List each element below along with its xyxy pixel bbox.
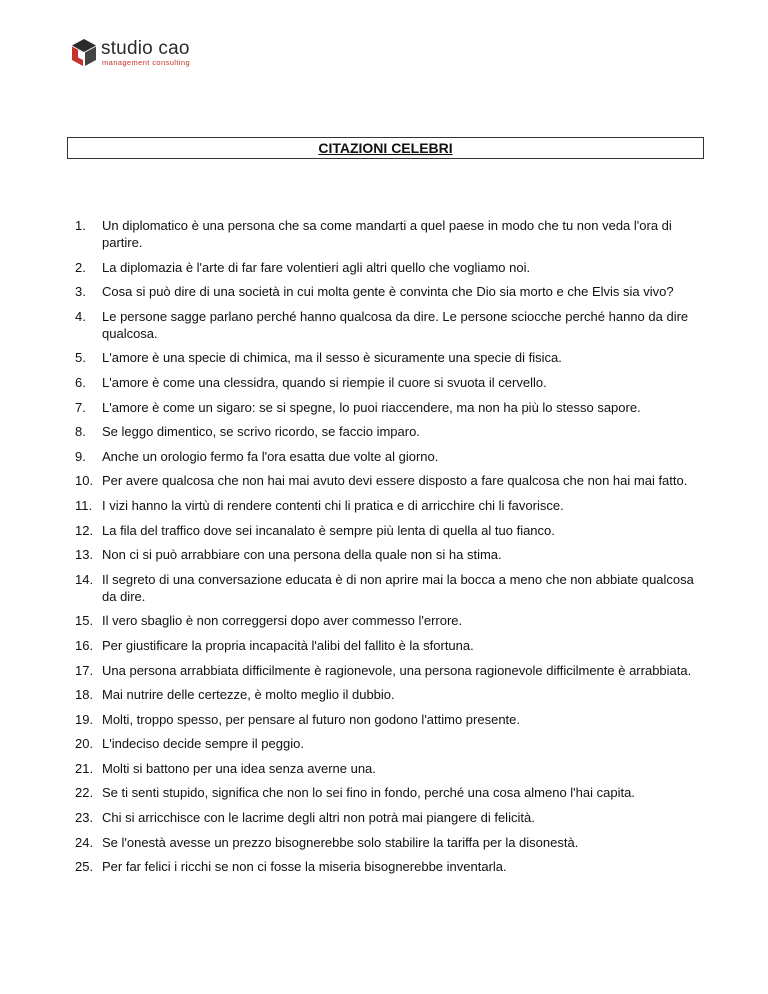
list-item-number: 13. <box>75 547 94 563</box>
list-item <box>72 637 702 654</box>
list-item-text: Non ci si può arrabbiare con una persona della quale non si ha stima. <box>102 547 502 563</box>
title-box <box>67 137 704 159</box>
list-item-text: I vizi hanno la virtù di rendere contenti chi li pratica e di arricchire chi li favorisce. <box>102 497 564 513</box>
list-item <box>72 735 702 752</box>
list-item-text: L'amore è come un sigaro: se si spegne, lo puoi riaccendere, ma non ha più lo stesso sapore. <box>102 399 641 415</box>
list-item-number: 2. <box>75 259 86 275</box>
list-item <box>72 662 702 679</box>
list-item-number: 12. <box>75 522 94 538</box>
list-item <box>72 612 702 629</box>
list-item-text: Anche un orologio fermo fa l'ora esatta due volte al giorno. <box>102 448 439 464</box>
list-item-number: 16. <box>75 637 94 653</box>
logo-tagline: management consulting <box>102 58 191 67</box>
list-item-number: 19. <box>75 711 94 727</box>
list-item-text: L'indeciso decide sempre il peggio. <box>102 736 304 752</box>
list-item <box>72 522 702 539</box>
list-item-text: Se ti senti stupido, significa che non lo sei fino in fondo, perché una cosa almeno l'hai capita. <box>102 785 635 801</box>
list-item-text: Molti si battono per una idea senza averne una. <box>102 760 376 776</box>
list-item <box>72 809 702 826</box>
list-item-number: 23. <box>75 810 94 826</box>
list-item-text: Mai nutrire delle certezze, è molto meglio il dubbio. <box>102 687 395 703</box>
list-item <box>72 308 702 342</box>
list-item <box>72 711 702 728</box>
list-item-text: L'amore è come una clessidra, quando si riempie il cuore si svuota il cervello. <box>102 374 547 390</box>
list-item <box>72 497 702 514</box>
list-item-text: Se l'onestà avesse un prezzo bisognerebbe solo stabilire la tariffa per la disonestà. <box>102 834 579 850</box>
list-item <box>72 423 702 440</box>
list-item-number: 20. <box>75 736 94 752</box>
list-item <box>72 283 702 300</box>
list-item <box>72 784 702 801</box>
list-item-text: Il segreto di una conversazione educata è di non aprire mai la bocca a meno che non abbiate qualcosa da dire. <box>102 571 694 604</box>
list-item <box>72 546 702 563</box>
list-item-number: 14. <box>75 571 94 587</box>
list-item-text: Il vero sbaglio è non correggersi dopo aver commesso l'errore. <box>102 613 463 629</box>
list-item-text: La fila del traffico dove sei incanalato è sempre più lenta di quella al tuo fianco. <box>102 522 555 538</box>
list-item-number: 8. <box>75 424 86 440</box>
list-item <box>72 686 702 703</box>
list-item-text: Molti, troppo spesso, per pensare al futuro non godono l'attimo presente. <box>102 711 521 727</box>
list-item-text: Se leggo dimentico, se scrivo ricordo, se faccio imparo. <box>102 424 420 440</box>
quotes-list <box>72 217 702 883</box>
cube-logo-icon <box>70 38 98 68</box>
list-item-number: 22. <box>75 785 94 801</box>
list-item-number: 1. <box>75 218 86 233</box>
list-item-number: 10. <box>75 473 94 489</box>
list-item <box>72 399 702 416</box>
list-item <box>72 834 702 851</box>
list-item <box>72 858 702 875</box>
logo-name: studio cao <box>101 38 190 59</box>
list-item-number: 7. <box>75 399 86 415</box>
document-title: CITAZIONI CELEBRI <box>318 140 453 156</box>
list-item <box>72 217 702 251</box>
list-item-number: 18. <box>75 687 94 703</box>
list-item <box>72 571 702 605</box>
list-item-text: Un diplomatico è una persona che sa come mandarti a quel paese in modo che tu non veda l'ora di partire. <box>102 218 672 250</box>
list-item-number: 4. <box>75 308 86 324</box>
list-item-text: Per far felici i ricchi se non ci fosse la miseria bisognerebbe inventarla. <box>102 859 507 875</box>
list-item-number: 24. <box>75 834 94 850</box>
list-item <box>72 374 702 391</box>
list-item-text: Cosa si può dire di una società in cui molta gente è convinta che Dio sia morto e che Elvis sia vivo? <box>102 284 674 300</box>
list-item-text: Le persone sagge parlano perché hanno qualcosa da dire. Le persone sciocche perché hanno da dire qualcosa. <box>102 308 689 341</box>
list-item-text: Per giustificare la propria incapacità l'alibi del fallito è la sfortuna. <box>102 637 474 653</box>
list-item-number: 5. <box>75 350 86 366</box>
list-item-number: 15. <box>75 613 94 629</box>
list-item <box>72 448 702 465</box>
list-item-text: Una persona arrabbiata difficilmente è ragionevole, una persona ragionevole difficilmente è arrabbiata. <box>102 662 692 678</box>
list-item-text: La diplomazia è l'arte di far fare volentieri agli altri quello che vogliamo noi. <box>102 259 531 275</box>
company-logo <box>70 38 210 68</box>
list-item-text: Per avere qualcosa che non hai mai avuto devi essere disposto a fare qualcosa che non hai mai fatto. <box>102 473 688 489</box>
list-item-number: 21. <box>75 760 94 776</box>
list-item <box>72 259 702 276</box>
list-item-text: L'amore è una specie di chimica, ma il sesso è sicuramente una specie di fisica. <box>102 350 562 366</box>
list-item-number: 17. <box>75 662 94 678</box>
list-item-number: 3. <box>75 284 86 300</box>
list-item-number: 25. <box>75 859 94 875</box>
list-item-number: 11. <box>75 497 93 513</box>
list-item <box>72 472 702 489</box>
list-item <box>72 760 702 777</box>
list-item-text: Chi si arricchisce con le lacrime degli altri non potrà mai piangere di felicità. <box>102 810 535 826</box>
list-item-number: 9. <box>75 448 86 464</box>
list-item <box>72 349 702 366</box>
list-item-number: 6. <box>75 374 86 390</box>
